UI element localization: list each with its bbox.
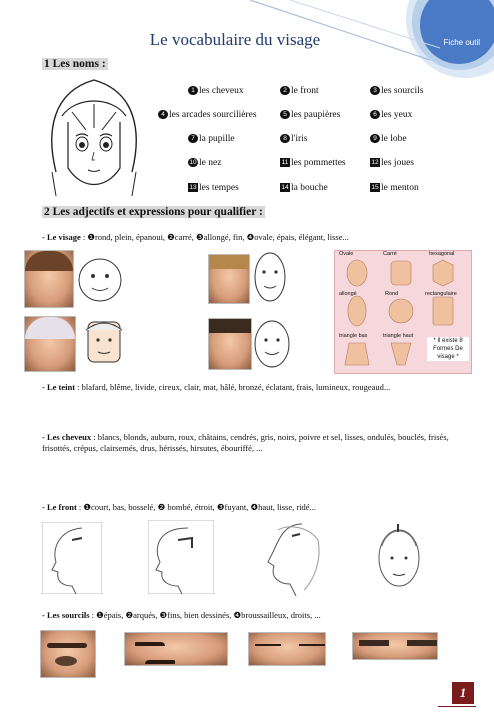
- noun-label: les paupières: [291, 110, 341, 120]
- noun-label: les joues: [381, 158, 414, 168]
- noun-number: 6: [370, 110, 380, 119]
- noun-item: [280, 86, 319, 96]
- noun-item: [280, 134, 308, 144]
- noun-item: [370, 158, 414, 168]
- noun-item: [188, 183, 239, 193]
- sourcils-line: [42, 610, 472, 621]
- face-photo-round: [24, 250, 74, 308]
- face-sketch-square: [82, 316, 126, 368]
- noun-label: la bouche: [291, 183, 328, 193]
- noun-item: [158, 110, 257, 120]
- noun-item: [280, 158, 346, 168]
- eyebrow-photo-bushy: [352, 632, 438, 660]
- noun-item: [370, 134, 407, 144]
- front-line: [42, 502, 472, 513]
- noun-label: le nez: [199, 158, 222, 168]
- front-text: : ❶court, bas, bosselé, ❷ bombé, étroit, ❸fuyant, ❹haut, lisse, ridé...: [76, 502, 316, 512]
- noun-item: [370, 183, 419, 193]
- noun-number: 2: [280, 86, 290, 95]
- shape-label: rectangulaire: [425, 291, 457, 297]
- cheveux-line: [42, 432, 472, 454]
- forehead-sketch-short: [42, 522, 102, 594]
- face-shapes-chart: [334, 250, 472, 374]
- noun-item: [188, 158, 221, 168]
- visage-text: : ❶rond, plein, épanoui, ❷carré, ❸allongé, fin, ❹ovale, épais, élégant, lisse...: [80, 232, 349, 242]
- noun-label: les cheveux: [199, 86, 244, 96]
- noun-label: les pommettes: [291, 158, 346, 168]
- noun-label: les tempes: [199, 183, 239, 193]
- noun-number: 5: [280, 110, 290, 119]
- teint-label: - Le teint: [42, 382, 76, 392]
- shape-note: * Il existe 8 Formes De visage *: [427, 337, 469, 361]
- page-title: Le vocabulaire du visage: [149, 30, 321, 49]
- eyebrow-photo-thin: [248, 632, 326, 666]
- shape-label: hexagonal: [429, 251, 455, 257]
- section-heading-nouns: 1 Les noms :: [44, 58, 106, 70]
- shape-label: Rond: [385, 291, 399, 297]
- shape-label: Carré: [383, 251, 397, 257]
- section-heading-adjectives: 2 Les adjectifs et expressions pour qualifier :: [44, 206, 263, 218]
- shape-label: triangle haut: [383, 333, 414, 339]
- noun-item: [188, 134, 235, 144]
- noun-item: [370, 110, 412, 120]
- forehead-sketch-bulging: [148, 520, 214, 594]
- noun-label: le lobe: [381, 134, 407, 144]
- badge-label: Fiche outil: [443, 38, 480, 47]
- cheveux-text: : blancs, blonds, auburn, roux, châtains, cendrés, gris, noirs, poivre et sel, lisses, ondulés, bouclés, frisés, frisottés, crépus, clairsemés, drus, hérissés, hirsutes, ébouriffé, ...: [42, 432, 449, 453]
- noun-number: 10: [189, 159, 197, 166]
- shape-label: allongé: [339, 291, 357, 297]
- face-photo-square: [24, 316, 76, 372]
- noun-number: 15: [371, 184, 379, 191]
- face-photo-oval: [208, 318, 252, 370]
- sourcils-label: - Les sourcils: [42, 610, 90, 620]
- teint-text: : blafard, blême, livide, cireux, clair, mat, hâlé, bronzé, éclatant, frais, lumineux, rougeaud...: [75, 382, 391, 392]
- noun-number: 4: [158, 110, 168, 119]
- forehead-sketch-receding: [256, 520, 326, 596]
- noun-number: 3: [370, 86, 380, 95]
- shape-label: Ovale: [339, 251, 354, 257]
- page-number-rule: [438, 706, 476, 707]
- noun-label: les yeux: [381, 110, 413, 120]
- face-photo-long: [208, 254, 250, 304]
- noun-number: 13: [189, 184, 197, 191]
- teint-line: [42, 382, 472, 393]
- noun-label: l'iris: [291, 134, 308, 144]
- noun-number: 12: [371, 159, 379, 166]
- manga-face-drawing: [42, 72, 146, 196]
- eyebrow-photo-arched: [124, 632, 228, 666]
- noun-item: [370, 86, 423, 96]
- noun-number: 14: [281, 184, 289, 191]
- face-sketch-round: [76, 256, 124, 304]
- forehead-sketch-high: [368, 520, 430, 596]
- noun-number: 1: [188, 86, 198, 95]
- noun-label: le front: [291, 86, 319, 96]
- sourcils-text: : ❶épais, ❷arqués, ❸fins, bien dessinés, ❹broussailleux, droits, ...: [89, 610, 321, 620]
- front-label: - Le front: [42, 502, 77, 512]
- noun-label: le menton: [381, 183, 419, 193]
- noun-label: les sourcils: [381, 86, 424, 96]
- noun-number: 8: [280, 134, 290, 143]
- eyebrow-photo-thick: [40, 630, 96, 678]
- noun-number: 9: [370, 134, 380, 143]
- noun-number: 7: [188, 134, 198, 143]
- noun-label: la pupille: [199, 134, 235, 144]
- visage-line: [42, 232, 462, 243]
- visage-label: - Le visage: [42, 232, 81, 242]
- noun-label: les arcades sourcilières: [169, 110, 257, 120]
- noun-item: [280, 183, 328, 193]
- noun-item: [280, 110, 340, 120]
- shape-label: triangle bas: [339, 333, 368, 339]
- noun-item: [188, 86, 244, 96]
- face-sketch-long: [252, 250, 288, 304]
- face-sketch-oval: [252, 318, 292, 370]
- noun-number: 11: [281, 159, 289, 166]
- page-number: 1: [452, 682, 474, 704]
- cheveux-label: - Les cheveux: [42, 432, 92, 442]
